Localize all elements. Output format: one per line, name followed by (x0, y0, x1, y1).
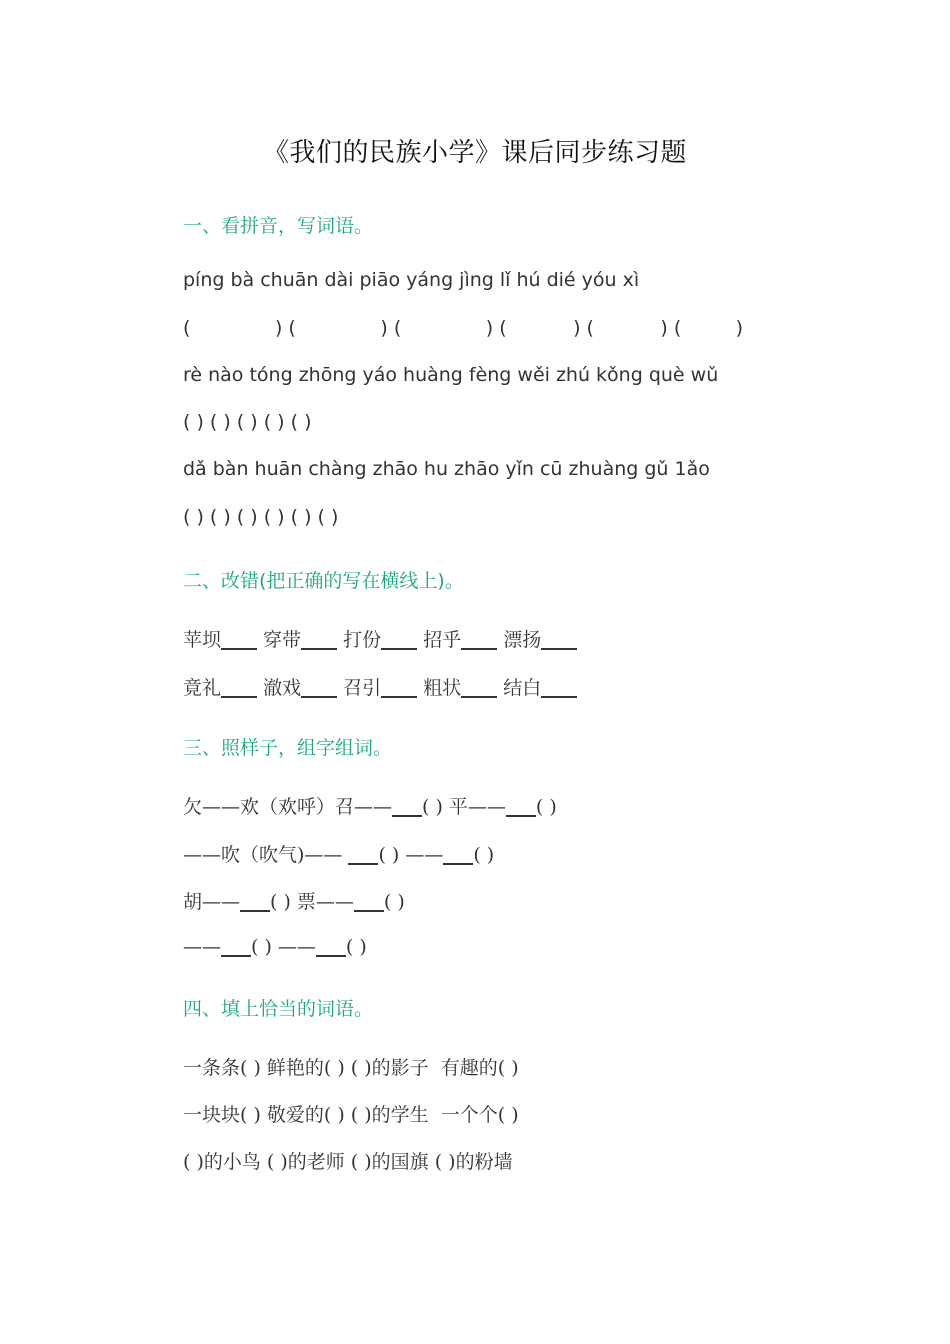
page-title: 《我们的民族小学》课后同步练习题 (262, 138, 687, 168)
section-2-heading: 二、改错(把正确的写在横线上)。 (183, 570, 464, 592)
fill-in-row-3: ( )的小鸟 ( )的老师 ( )的国旗 ( )的粉墙 (183, 1151, 513, 1173)
answer-line[interactable] (541, 627, 577, 650)
answer-line[interactable] (240, 889, 270, 912)
wrong-word: 澈戏 (263, 677, 302, 699)
blank-text: ( ) —— (378, 844, 444, 866)
pinyin-row-1: píng bà chuān dài piāo yáng jìng lǐ hú dié yóu xì (183, 269, 640, 291)
example-text: 欠——欢（欢呼）召—— (183, 796, 393, 818)
answer-line[interactable] (221, 675, 257, 698)
answer-line[interactable] (316, 934, 346, 957)
answer-line[interactable] (381, 627, 417, 650)
section-3-heading: 三、照样子，组字组词。 (183, 737, 393, 759)
wrong-word: 结白 (503, 677, 542, 699)
word-building-row-3 (183, 887, 405, 914)
example-text: —— (183, 935, 221, 958)
answer-line[interactable] (461, 675, 497, 698)
wrong-word: 漂扬 (503, 629, 542, 651)
pinyin-row-3: dǎ bàn huān chàng zhāo hu zhāo yǐn cū zhuàng gǔ 1ǎo (183, 458, 710, 480)
blank-text: ( ) 平—— (422, 796, 506, 818)
wrong-word: 竟礼 (183, 677, 222, 699)
word-building-row-1 (183, 792, 557, 819)
blank-text: ( ) (473, 844, 495, 866)
word-building-row-4 (183, 934, 367, 958)
answer-line[interactable] (443, 842, 473, 865)
wrong-word: 穿带 (263, 629, 302, 651)
section-1-heading: 一、看拼音，写词语。 (183, 215, 374, 237)
correction-row-2 (183, 673, 577, 700)
fill-in-row-2: 一块块( ) 敬爱的( ) ( )的学生 一个个( ) (183, 1104, 519, 1126)
wrong-word: 苹坝 (183, 629, 222, 651)
fill-in-row-1: 一条条( ) 鲜艳的( ) ( )的影子 有趣的( ) (183, 1057, 519, 1079)
answer-line[interactable] (541, 675, 577, 698)
blank-text: ( ) (383, 891, 405, 913)
blank-text: ( ) —— (251, 935, 316, 958)
answer-line[interactable] (301, 627, 337, 650)
answer-line[interactable] (381, 675, 417, 698)
example-text: 胡—— (183, 891, 241, 913)
answer-blanks-row-3: ( ) ( ) ( ) ( ) ( ) ( ) (183, 506, 339, 528)
blank-text: ( ) (535, 796, 557, 818)
answer-line[interactable] (221, 934, 251, 957)
word-building-row-2 (183, 840, 494, 867)
answer-line[interactable] (348, 842, 378, 865)
answer-line[interactable] (461, 627, 497, 650)
wrong-word: 打份 (343, 629, 382, 651)
blank-text: ( ) (345, 935, 367, 958)
correction-row-1 (183, 625, 577, 652)
answer-blanks-row-1: ( ) ( ) ( ) ( ) ( ) ( ) (183, 317, 744, 339)
section-4-heading: 四、填上恰当的词语。 (183, 998, 374, 1020)
answer-line[interactable] (506, 794, 536, 817)
blank-text: ( ) 票—— (270, 891, 354, 913)
pinyin-row-2: rè nào tóng zhōng yáo huàng fèng wěi zhú kǒng què wǔ (183, 364, 719, 386)
wrong-word: 粗状 (423, 677, 462, 699)
example-text: ——吹（吹气)—— (183, 844, 349, 866)
answer-line[interactable] (392, 794, 422, 817)
answer-blanks-row-2: ( ) ( ) ( ) ( ) ( ) (183, 411, 312, 433)
answer-line[interactable] (354, 889, 384, 912)
answer-line[interactable] (221, 627, 257, 650)
wrong-word: 招乎 (423, 629, 462, 651)
wrong-word: 召引 (343, 677, 382, 699)
answer-line[interactable] (301, 675, 337, 698)
